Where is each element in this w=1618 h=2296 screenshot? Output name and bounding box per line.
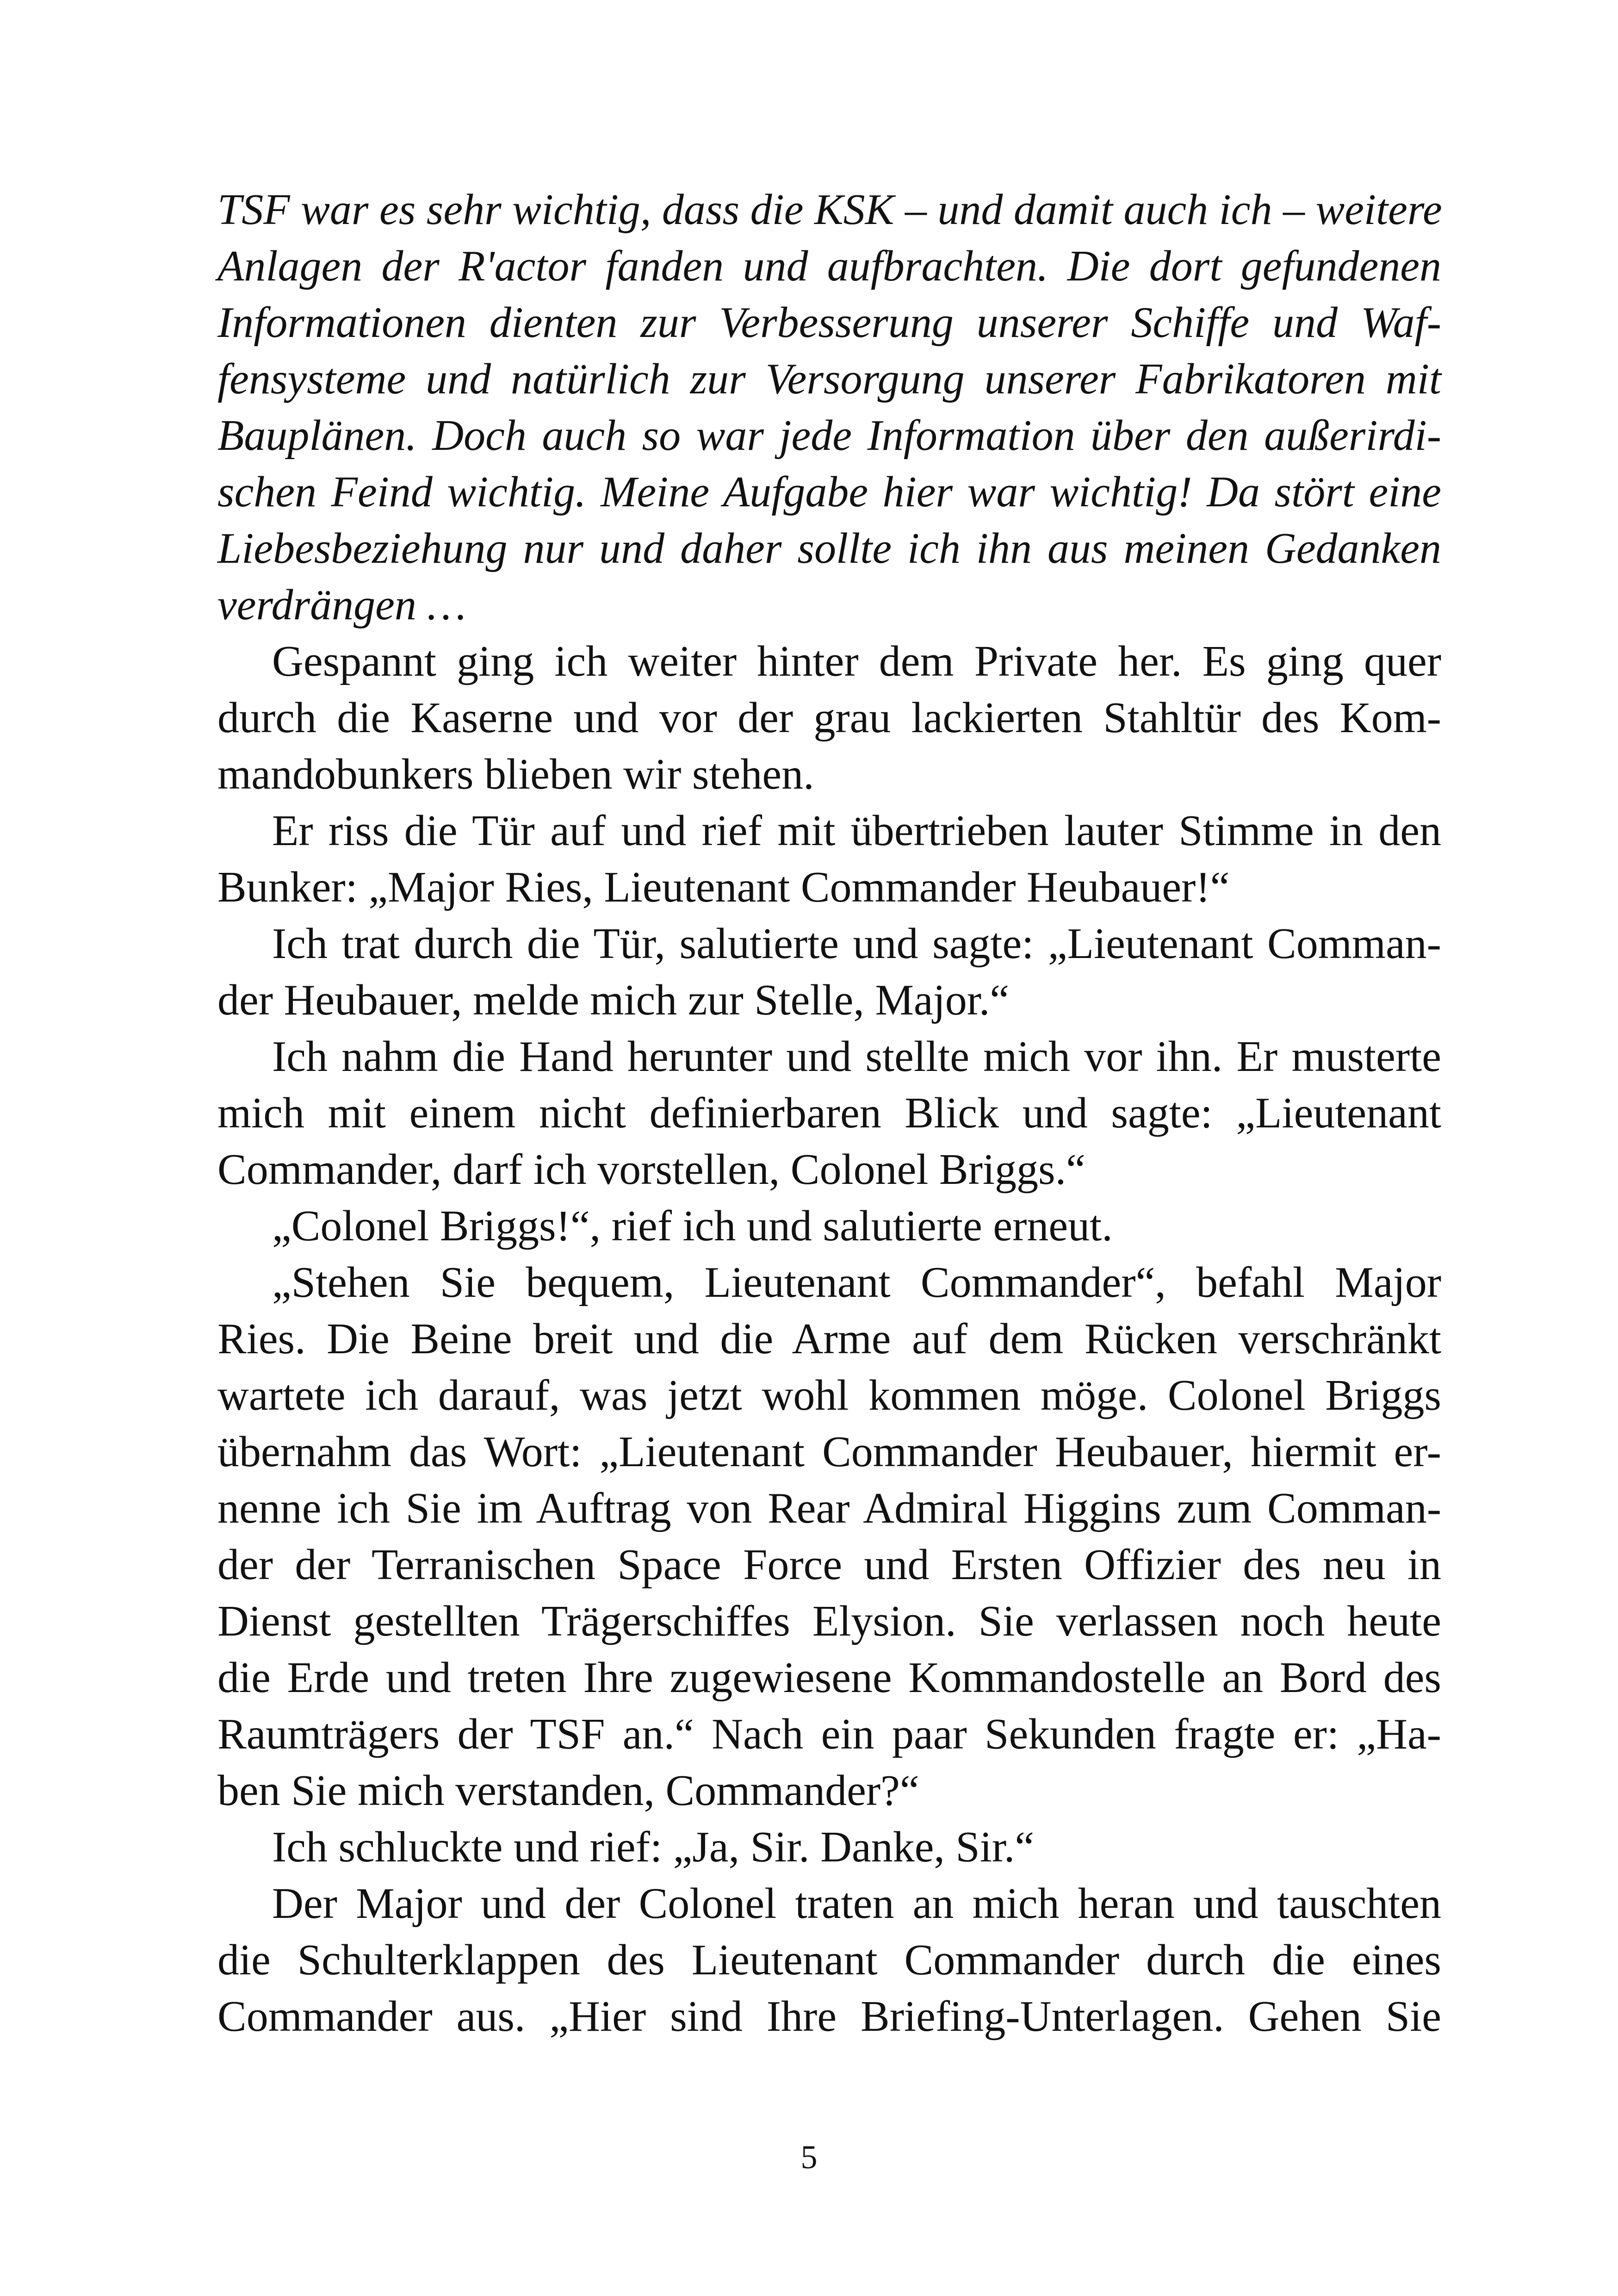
paragraph <box>217 1254 1441 1819</box>
text-line: Bunker: „Major Ries, Lieutenant Commander Heubauer!“ <box>217 863 1230 911</box>
text-line: die Schulterklappen des Lieutenant Commander durch die eines <box>217 1936 1441 1984</box>
text-line: Der Major und der Colonel traten an mich heran und tauschten <box>272 1879 1441 1928</box>
text-line: verdrängen … <box>217 581 466 629</box>
paragraph <box>217 803 1441 915</box>
text-line: Informationen dienten zur Verbesserung unserer Schiffe und Waf- <box>217 299 1441 347</box>
paragraph <box>217 1819 1441 1875</box>
text-line: Ries. Die Beine breit und die Arme auf dem Rücken verschränkt <box>217 1315 1441 1363</box>
text-line: Bauplänen. Doch auch so war jede Information über den außerirdi- <box>217 411 1441 460</box>
text-line: Ich nahm die Hand herunter und stellte mich vor ihn. Er musterte <box>272 1033 1441 1081</box>
text-line: mandobunkers blieben wir stehen. <box>217 750 814 798</box>
text-line: Ich trat durch die Tür, salutierte und sagte: „Lieutenant Comman- <box>272 920 1441 968</box>
text-line: schen Feind wichtig. Meine Aufgabe hier war wichtig! Da stört eine <box>217 468 1441 516</box>
text-line: durch die Kaserne und vor der grau lackierten Stahltür des Kom- <box>217 694 1441 742</box>
text-line: übernahm das Wort: „Lieutenant Commander Heubauer, hiermit er- <box>217 1428 1441 1476</box>
text-line: „Colonel Briggs!“, rief ich und salutierte erneut. <box>272 1202 1113 1250</box>
text-line: ben Sie mich verstanden, Commander?“ <box>217 1767 919 1815</box>
text-line: wartete ich darauf, was jetzt wohl kommen möge. Colonel Briggs <box>217 1371 1441 1419</box>
paragraph <box>217 1028 1441 1198</box>
body-text <box>217 181 1441 2045</box>
text-line: Er riss die Tür auf und rief mit übertrieben lauter Stimme in den <box>272 807 1441 855</box>
text-line: Raumträgers der TSF an.“ Nach ein paar Sekunden fragte er: „Ha- <box>217 1710 1441 1758</box>
text-line: Commander aus. „Hier sind Ihre Briefing-Unterlagen. Gehen Sie <box>217 1992 1441 2041</box>
text-line: „Stehen Sie bequem, Lieutenant Commander“, befahl Major <box>272 1258 1441 1307</box>
paragraph <box>217 915 1441 1028</box>
text-line: Commander, darf ich vorstellen, Colonel Briggs.“ <box>217 1145 1085 1194</box>
text-line: Anlagen der R'actor fanden und aufbrachten. Die dort gefundenen <box>217 242 1441 290</box>
text-line: Gespannt ging ich weiter hinter dem Private her. Es ging quer <box>272 637 1441 685</box>
text-line: der Heubauer, melde mich zur Stelle, Major.“ <box>217 976 1010 1024</box>
text-line: nenne ich Sie im Auftrag von Rear Admiral Higgins zum Comman- <box>217 1484 1441 1532</box>
text-line: TSF war es sehr wichtig, dass die KSK – und damit auch ich – weitere <box>217 186 1442 234</box>
text-line: Ich schluckte und rief: „Ja, Sir. Danke, Sir.“ <box>272 1823 1035 1871</box>
paragraph <box>217 1198 1441 1254</box>
text-line: Dienst gestellten Trägerschiffes Elysion. Sie verlassen noch heute <box>217 1597 1441 1645</box>
text-line: Liebesbeziehung nur und daher sollte ich ihn aus meinen Gedanken <box>217 524 1441 572</box>
text-line: die Erde und treten Ihre zugewiesene Kommandostelle an Bord des <box>217 1654 1441 1702</box>
text-line: der der Terranischen Space Force und Ersten Offizier des neu in <box>217 1541 1441 1589</box>
page-number: 5 <box>800 2139 818 2176</box>
text-line: mich mit einem nicht definierbaren Blick und sagte: „Lieutenant <box>217 1089 1441 1137</box>
text-line: fensysteme und natürlich zur Versorgung unserer Fabrikatoren mit <box>217 355 1441 403</box>
paragraph <box>217 1875 1441 2045</box>
paragraph <box>217 633 1441 803</box>
paragraph-italic-flashback <box>217 181 1441 633</box>
